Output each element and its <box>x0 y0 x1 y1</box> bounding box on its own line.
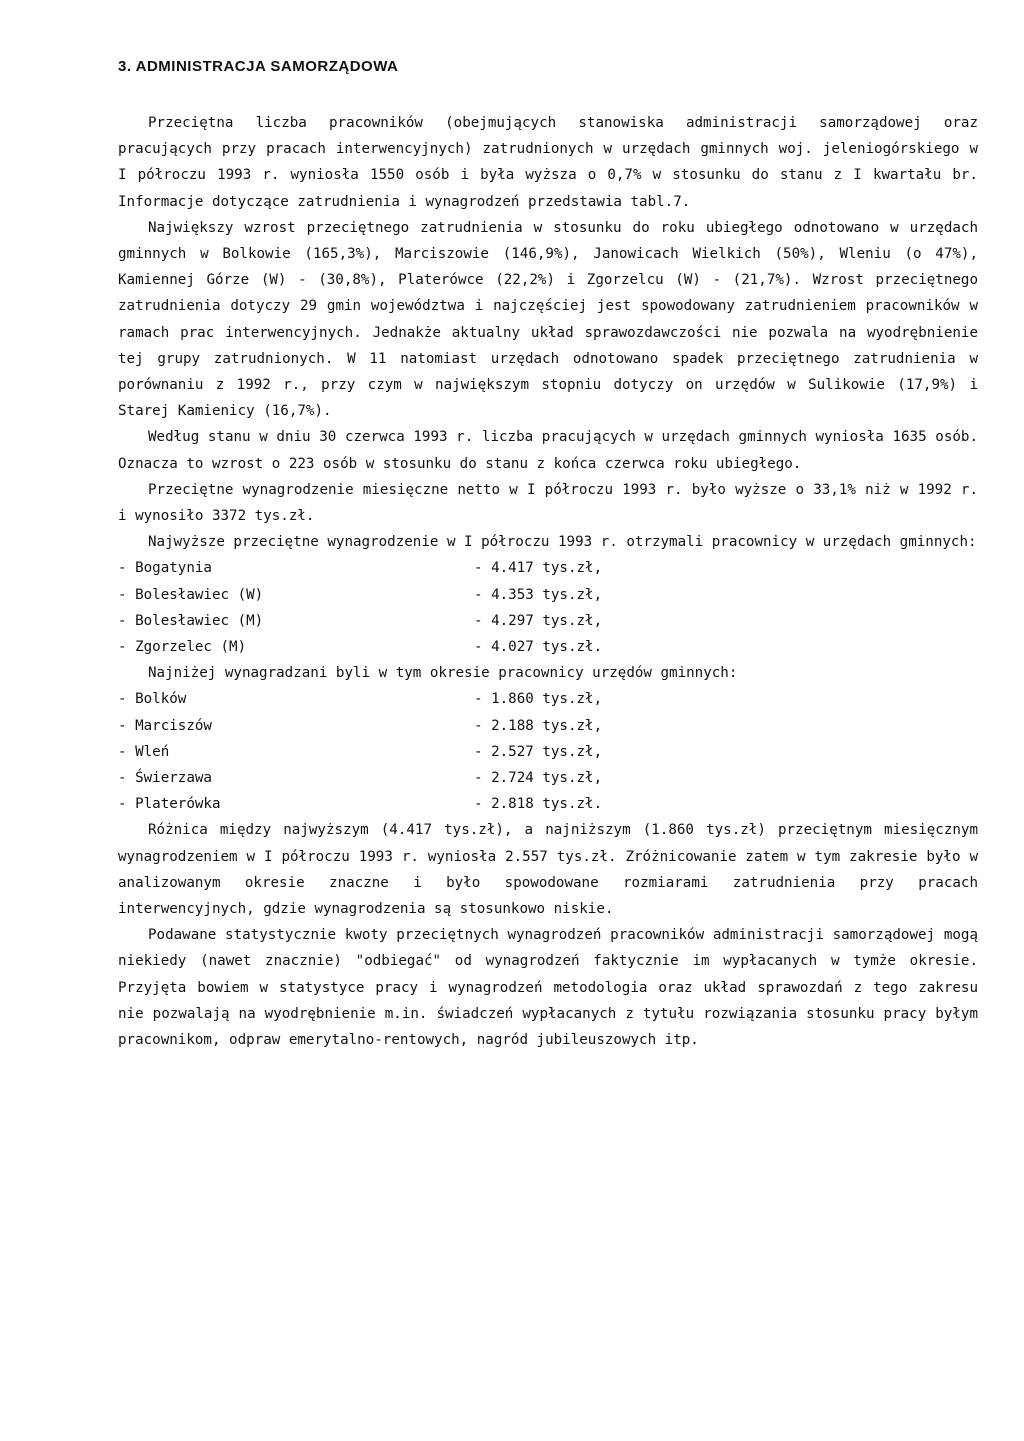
municipality-name: - Bolków <box>118 691 187 708</box>
salary-value: - 1.860 tys.zł, <box>474 691 603 708</box>
salary-value: - 4.297 tys.zł, <box>474 612 603 629</box>
list-item <box>118 765 978 791</box>
municipality-name: - Bogatynia <box>118 560 212 577</box>
salary-value: - 2.188 tys.zł, <box>474 717 603 734</box>
salary-value: - 2.527 tys.zł, <box>474 743 603 760</box>
section-heading: 3. ADMINISTRACJA SAMORZĄDOWA <box>118 58 399 75</box>
list-item <box>118 713 978 739</box>
salary-value: - 4.353 tys.zł, <box>474 586 603 603</box>
list-item <box>118 634 978 660</box>
municipality-name: - Zgorzelec (M) <box>118 639 247 656</box>
municipality-name: - Wleń <box>118 743 170 760</box>
municipality-name: - Platerówka <box>118 796 221 813</box>
paragraph-average-salary: Przeciętne wynagrodzenie miesięczne netto w I półroczu 1993 r. było wyższe o 33,1% niż w 1992 r. i wynosiło 3372 tys.zł. <box>118 481 978 525</box>
municipality-name: - Marciszów <box>118 717 212 734</box>
list-item <box>118 608 978 634</box>
list-item <box>118 582 978 608</box>
list-item <box>118 791 978 817</box>
lowest-salary-list <box>118 686 978 817</box>
paragraph-statistics-note: Podawane statystycznie kwoty przeciętnych wynagrodzeń pracowników administracji samorządowej mogą niekiedy (nawet znacznie) "odbiegać" od wynagrodzeń faktycznie im wypłacanych w tymże okresie. Przyjęta bowiem w statystyce pracy i wynagrodzeń metodologia oraz układ sprawozdań z tego zakresu nie pozwalają na wyodrębnienie m.in. świadczeń wypłacanych z tytułu rozwiązania stosunku pracy byłym pracownikom, odpraw emerytalno-rentowych, nagród jubileuszowych itp. <box>118 927 978 1048</box>
document-body <box>118 110 978 1053</box>
paragraph-employment-state: Według stanu w dniu 30 czerwca 1993 r. liczba pracujących w urzędach gminnych wyniosła 1635 osób. Oznacza to wzrost o 223 osób w stosunku do stanu z końca czerwca roku ubiegłego. <box>118 429 978 472</box>
highest-salary-list <box>118 555 978 660</box>
salary-value: - 2.818 tys.zł. <box>474 796 603 813</box>
list-item <box>118 739 978 765</box>
paragraph-salary-difference: Różnica między najwyższym (4.417 tys.zł), a najniższym (1.860 tys.zł) przeciętnym miesięcznym wynagrodzeniem w I półroczu 1993 r. wyniosła 2.557 tys.zł. Zróżnicowanie zatem w tym zakresie było w analizowanym okresie znaczne i było spowodowane rozmiarami zatrudnienia przy pracach interwencyjnych, gdzie wynagrodzenia są stosunkowo niskie. <box>118 822 978 917</box>
municipality-name: - Świerzawa <box>118 769 212 786</box>
list-item <box>118 686 978 712</box>
salary-value: - 4.027 tys.zł. <box>474 639 603 656</box>
municipality-name: - Bolesławiec (W) <box>118 586 264 603</box>
municipality-name: - Bolesławiec (M) <box>118 612 264 629</box>
salary-value: - 4.417 tys.zł, <box>474 560 603 577</box>
paragraph-employment-intro: Przeciętna liczba pracowników (obejmujących stanowiska administracji samorządowej oraz pracujących przy pracach interwencyjnych) zatrudnionych w urzędach gminnych woj. jeleniogórskiego w I półroczu 1993 r. wyniosła 1550 osób i była wyższa o 0,7% w stosunku do stanu z I kwartału br. Informacje dotyczące zatrudnienia i wynagrodzeń przedstawia tabl.7. <box>118 115 978 210</box>
salary-value: - 2.724 tys.zł, <box>474 769 603 786</box>
paragraph-employment-growth: Największy wzrost przeciętnego zatrudnienia w stosunku do roku ubiegłego odnotowano w urzędach gminnych w Bolkowie (165,3%), Marciszowie (146,9%), Janowicach Wielkich (50%), Wleniu (o 47%), Kamiennej Górze (W) - (30,8%), Platerówce (22,2%) i Zgorzelcu (W) - (21,7%). Wzrost przeciętnego zatrudnienia dotyczy 29 gmin województwa i najczęściej jest spowodowany zatrudnieniem pracowników w ramach prac interwencyjnych. Jednakże aktualny układ sprawozdawczości nie pozwala na wyodrębnienie tej grupy zatrudnionych. W 11 natomiast urzędach odnotowano spadek przeciętnego zatrudnienia w porównaniu z 1992 r., przy czym w największym stopniu dotyczy on urzędów w Sulikowie (17,9%) i Starej Kamienicy (16,7%). <box>118 219 978 420</box>
paragraph-highest-intro: Najwyższe przeciętne wynagrodzenie w I półroczu 1993 r. otrzymali pracownicy w urzędach gminnych: <box>148 534 977 551</box>
list-item <box>118 555 978 581</box>
paragraph-lowest-intro: Najniżej wynagradzani byli w tym okresie pracownicy urzędów gminnych: <box>148 665 738 682</box>
